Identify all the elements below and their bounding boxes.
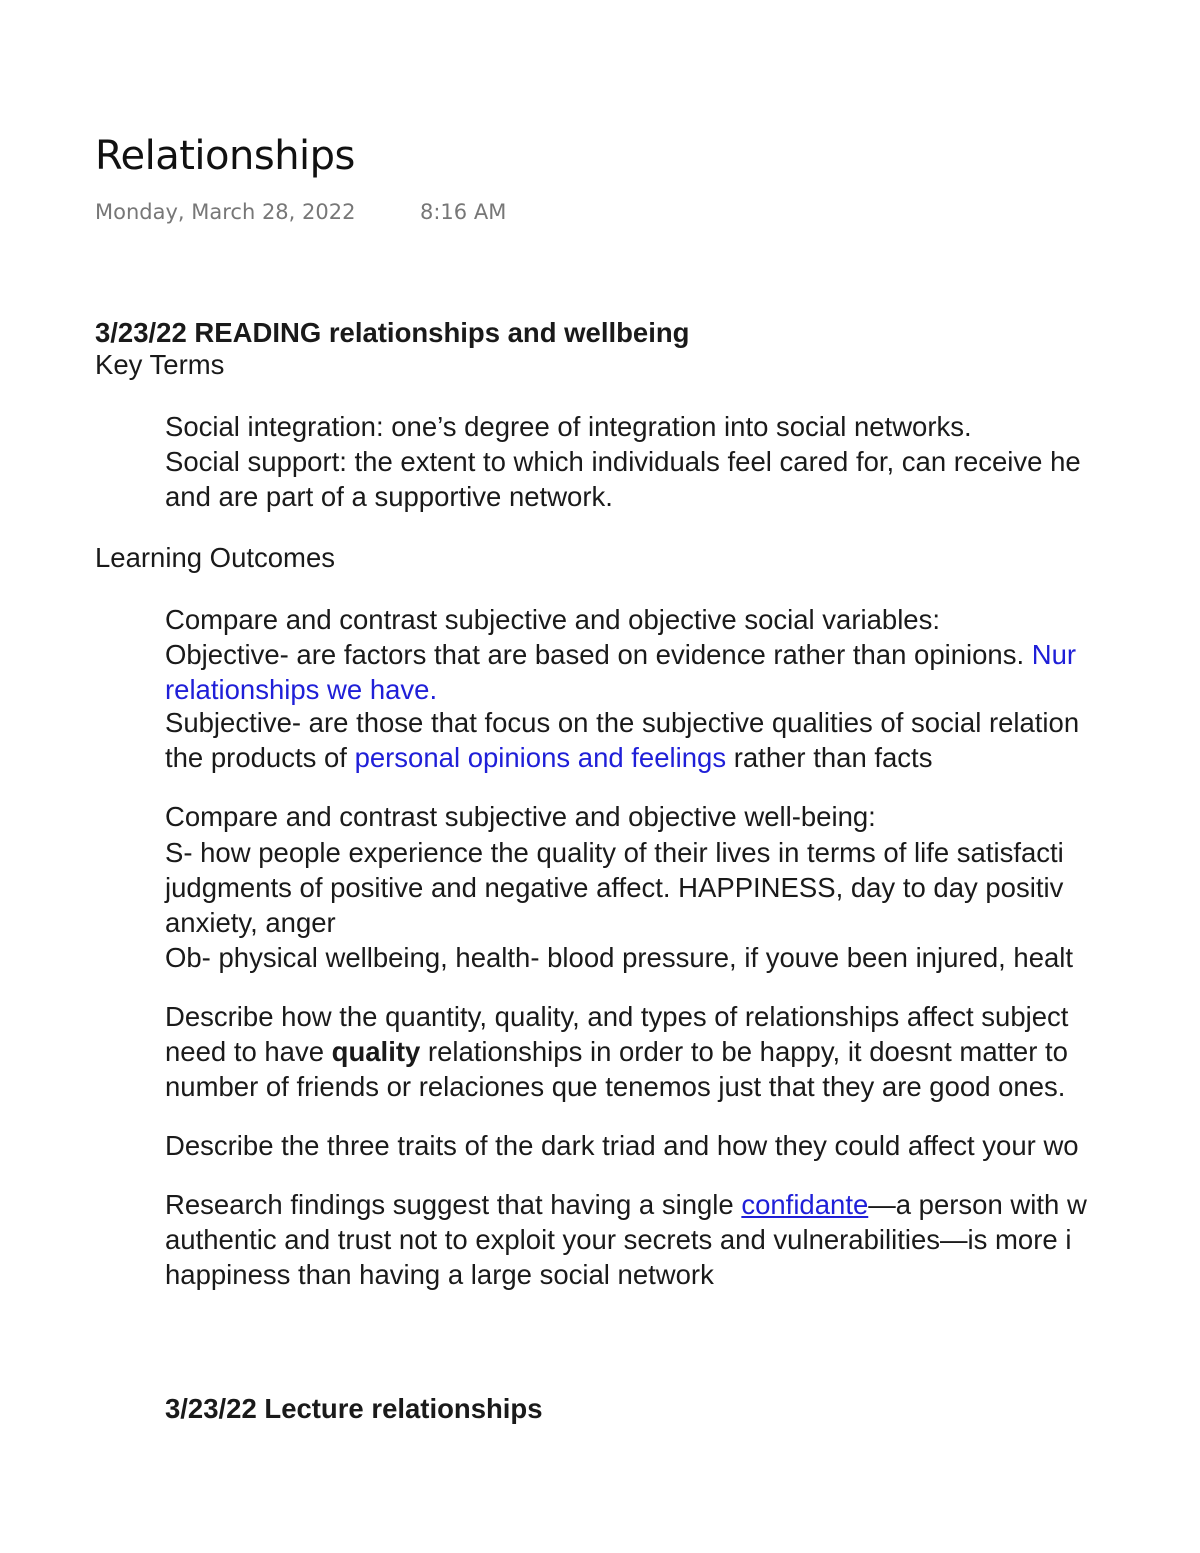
research-findings-cont: authentic and trust not to exploit your secrets and vulnerabilities—is more i bbox=[165, 1224, 1072, 1255]
research-text: Research findings suggest that having a single bbox=[165, 1189, 742, 1220]
research-findings-end: happiness than having a large social network bbox=[165, 1259, 714, 1290]
page-title: Relationships bbox=[95, 133, 355, 179]
outcome-subjective: Subjective- are those that focus on the subjective qualities of social relation bbox=[165, 707, 1080, 738]
describe-text: need to have bbox=[165, 1036, 332, 1067]
section-heading-reading: 3/23/22 READING relationships and wellbeing bbox=[95, 317, 690, 348]
describe-relationships-end: number of friends or relaciones que tenemos just that they are good ones. bbox=[165, 1071, 1066, 1102]
describe-bold: quality bbox=[331, 1036, 421, 1067]
wellbeing-s-line-end: anxiety, anger bbox=[165, 907, 336, 938]
learning-outcomes-label: Learning Outcomes bbox=[95, 542, 335, 573]
wellbeing-ob-line: Ob- physical wellbeing, health- blood pressure, if youve been injured, healt bbox=[165, 942, 1074, 973]
subjective-text: the products of bbox=[165, 742, 355, 773]
note-time: 8:16 AM bbox=[420, 200, 507, 224]
wellbeing-s-line-cont: judgments of positive and negative affect. HAPPINESS, day to day positiv bbox=[165, 872, 1064, 903]
research-findings bbox=[165, 1188, 1087, 1222]
objective-highlight: Nur bbox=[1031, 639, 1077, 670]
section-heading-lecture: 3/23/22 Lecture relationships bbox=[165, 1393, 543, 1424]
term-social-support-cont: and are part of a supportive network. bbox=[165, 481, 613, 512]
wellbeing-s-line: S- how people experience the quality of their lives in terms of life satisfacti bbox=[165, 837, 1064, 868]
subjective-text-end: rather than facts bbox=[726, 742, 933, 773]
describe-relationships-cont bbox=[165, 1035, 1068, 1069]
research-text-end: —a person with w bbox=[868, 1189, 1087, 1220]
term-social-support: Social support: the extent to which individuals feel cared for, can receive he bbox=[165, 446, 1081, 477]
objective-text: Objective- are factors that are based on evidence rather than opinions. bbox=[165, 639, 1032, 670]
objective-highlight-cont: relationships we have. bbox=[165, 674, 438, 705]
note-date: Monday, March 28, 2022 bbox=[95, 200, 356, 224]
confidante-link[interactable]: confidante bbox=[741, 1189, 869, 1220]
subjective-highlight: personal opinions and feelings bbox=[354, 742, 727, 773]
outcome-describe-relationships: Describe how the quantity, quality, and types of relationships affect subject bbox=[165, 1001, 1069, 1032]
outcome-subjective-cont bbox=[165, 741, 932, 775]
describe-text-end: relationships in order to be happy, it doesnt matter to bbox=[420, 1036, 1068, 1067]
key-terms-label: Key Terms bbox=[95, 349, 225, 380]
outcome-objective bbox=[165, 638, 1076, 672]
term-social-integration: Social integration: one’s degree of integration into social networks. bbox=[165, 411, 972, 442]
outcome-compare-wellbeing: Compare and contrast subjective and objective well-being: bbox=[165, 801, 876, 832]
outcome-dark-triad: Describe the three traits of the dark triad and how they could affect your wo bbox=[165, 1130, 1079, 1161]
outcome-compare-social: Compare and contrast subjective and objective social variables: bbox=[165, 604, 940, 635]
